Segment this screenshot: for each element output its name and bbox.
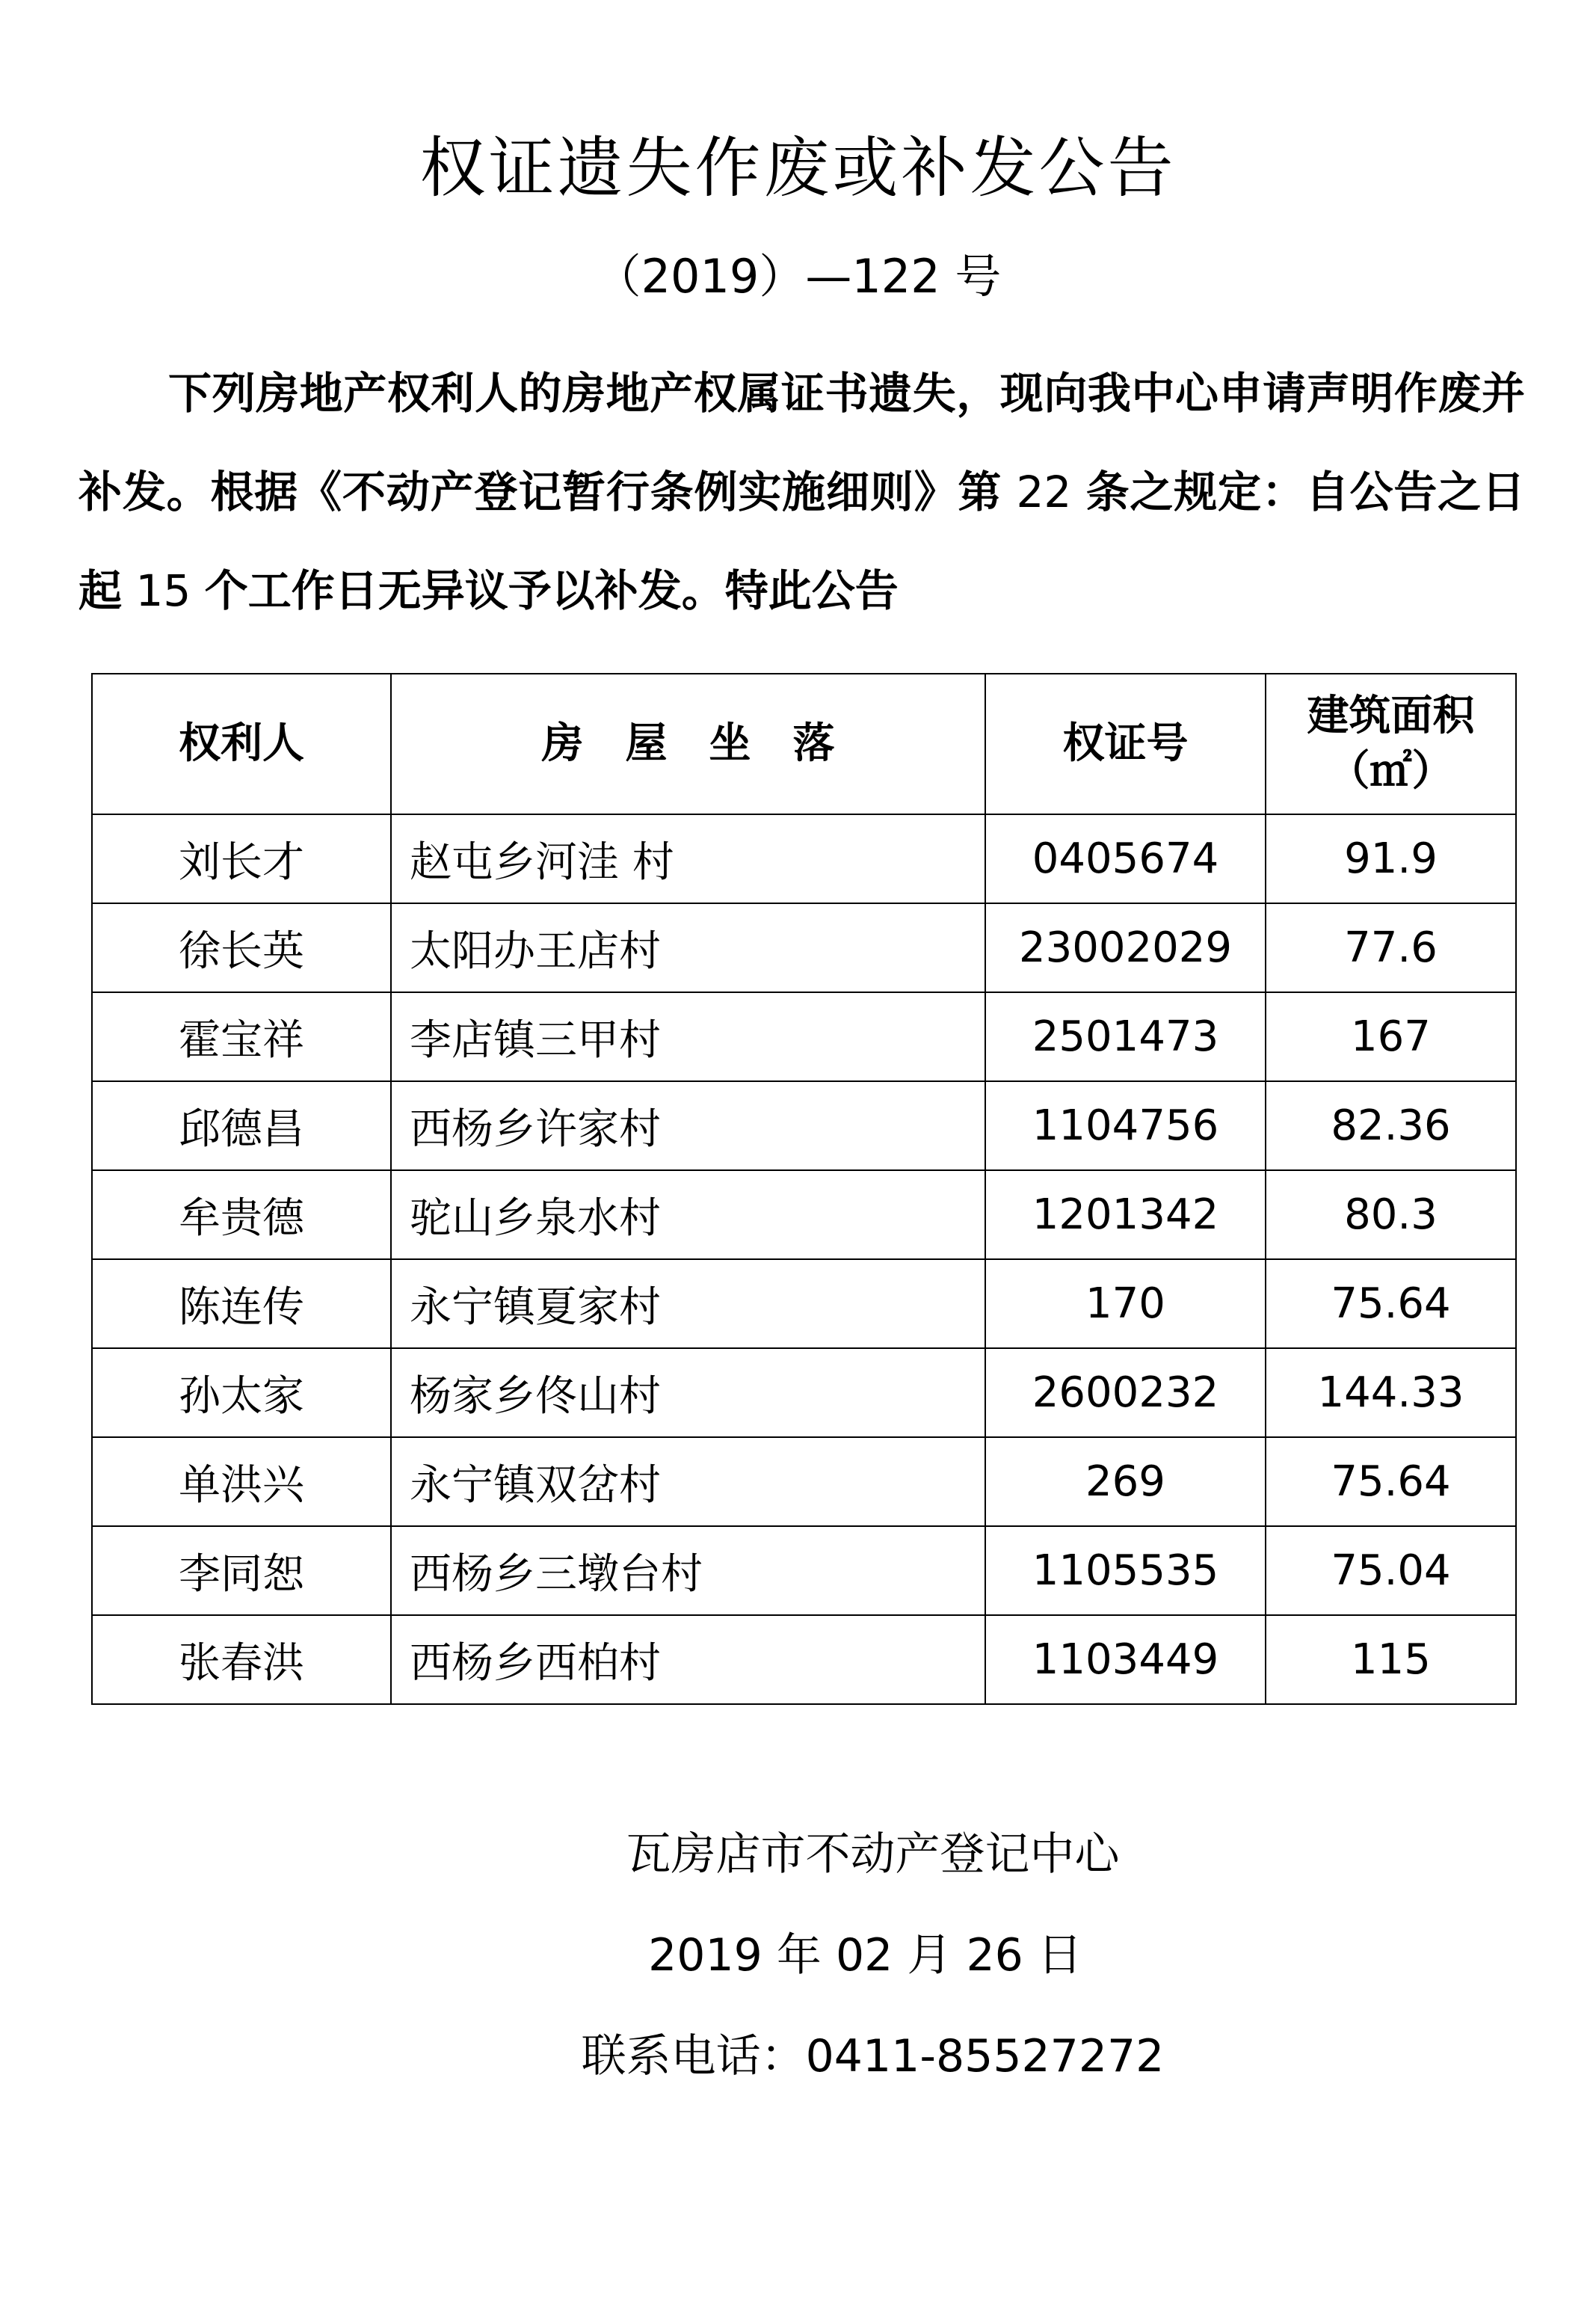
header-area — [1266, 674, 1516, 814]
cell-cert: 2501473 — [985, 992, 1266, 1081]
header-location: 房 屋 坐 落 — [391, 674, 985, 814]
cell-location: 李店镇三甲村 — [391, 992, 985, 1081]
cell-area: 167 — [1266, 992, 1516, 1081]
paragraph-number-days: 15 — [122, 565, 205, 616]
cell-location: 永宁镇双岔村 — [391, 1437, 985, 1526]
header-cert: 权证号 — [985, 674, 1266, 814]
cell-area: 75.64 — [1266, 1437, 1516, 1526]
cell-location: 西杨乡西柏村 — [391, 1615, 985, 1704]
cell-area: 91.9 — [1266, 814, 1516, 903]
cell-area: 115 — [1266, 1615, 1516, 1704]
cell-cert: 1104756 — [985, 1081, 1266, 1170]
table-header-row — [92, 674, 1516, 814]
cell-cert: 170 — [985, 1259, 1266, 1348]
cell-cert: 1201342 — [985, 1170, 1266, 1259]
table-row — [92, 1526, 1516, 1615]
header-area-label: 建筑面积 — [1307, 692, 1475, 740]
cell-area: 75.04 — [1266, 1526, 1516, 1615]
paragraph-part-2: 条之规定：自公告之日起 — [78, 467, 1525, 616]
table-row — [92, 1348, 1516, 1437]
notice-title: 权证遗失作废或补发公告 — [419, 129, 1177, 206]
cell-cert: 269 — [985, 1437, 1266, 1526]
cell-area: 75.64 — [1266, 1259, 1516, 1348]
cell-area: 77.6 — [1266, 903, 1516, 992]
header-area-unit: （㎡） — [1328, 747, 1454, 796]
cell-cert: 2600232 — [985, 1348, 1266, 1437]
table-row — [92, 1437, 1516, 1526]
cell-owner: 霍宝祥 — [92, 992, 391, 1081]
contact-phone: 联系电话：0411-85527272 — [581, 2030, 1165, 2082]
cell-owner: 陈连传 — [92, 1259, 391, 1348]
cell-location: 西杨乡三墩台村 — [391, 1526, 985, 1615]
cell-owner: 张春洪 — [92, 1615, 391, 1704]
table-row — [92, 1615, 1516, 1704]
cell-owner: 徐长英 — [92, 903, 391, 992]
cell-owner: 邱德昌 — [92, 1081, 391, 1170]
cell-location: 西杨乡许家村 — [391, 1081, 985, 1170]
paragraph-part-1: 下列房地产权利人的房地产权属证书遗失，现向我中心申请声明作废并补发。根据《不动产登记暂行条例实施细则》第 — [78, 368, 1525, 517]
table-row — [92, 1259, 1516, 1348]
cell-cert: 1105535 — [985, 1526, 1266, 1615]
table-row — [92, 992, 1516, 1081]
cell-location: 赵屯乡河洼 村 — [391, 814, 985, 903]
cell-area: 80.3 — [1266, 1170, 1516, 1259]
cell-location: 驼山乡泉水村 — [391, 1170, 985, 1259]
cell-location: 永宁镇夏家村 — [391, 1259, 985, 1348]
cell-area: 144.33 — [1266, 1348, 1516, 1437]
cell-cert: 23002029 — [985, 903, 1266, 992]
cell-location: 太阳办王店村 — [391, 903, 985, 992]
cell-owner: 孙太家 — [92, 1348, 391, 1437]
header-owner: 权利人 — [92, 674, 391, 814]
table-row — [92, 1170, 1516, 1259]
table-row — [92, 903, 1516, 992]
cell-owner: 李同恕 — [92, 1526, 391, 1615]
records-table — [91, 673, 1517, 1705]
paragraph-number-article: 22 — [1002, 467, 1086, 517]
issue-date: 2019 年 02 月 26 日 — [648, 1929, 1082, 1982]
cell-owner: 刘长才 — [92, 814, 391, 903]
table-row — [92, 1081, 1516, 1170]
paragraph-part-3: 个工作日无异议予以补发。特此公告 — [204, 565, 899, 616]
table-row — [92, 814, 1516, 903]
notice-paragraph — [78, 344, 1525, 640]
issuing-organization: 瓦房店市不动产登记中心 — [626, 1828, 1120, 1881]
cell-location: 杨家乡佟山村 — [391, 1348, 985, 1437]
cell-area: 82.36 — [1266, 1081, 1516, 1170]
cell-cert: 0405674 — [985, 814, 1266, 903]
cell-cert: 1103449 — [985, 1615, 1266, 1704]
cell-owner: 单洪兴 — [92, 1437, 391, 1526]
notice-number: （2019）—122 号 — [594, 249, 1002, 304]
cell-owner: 牟贵德 — [92, 1170, 391, 1259]
